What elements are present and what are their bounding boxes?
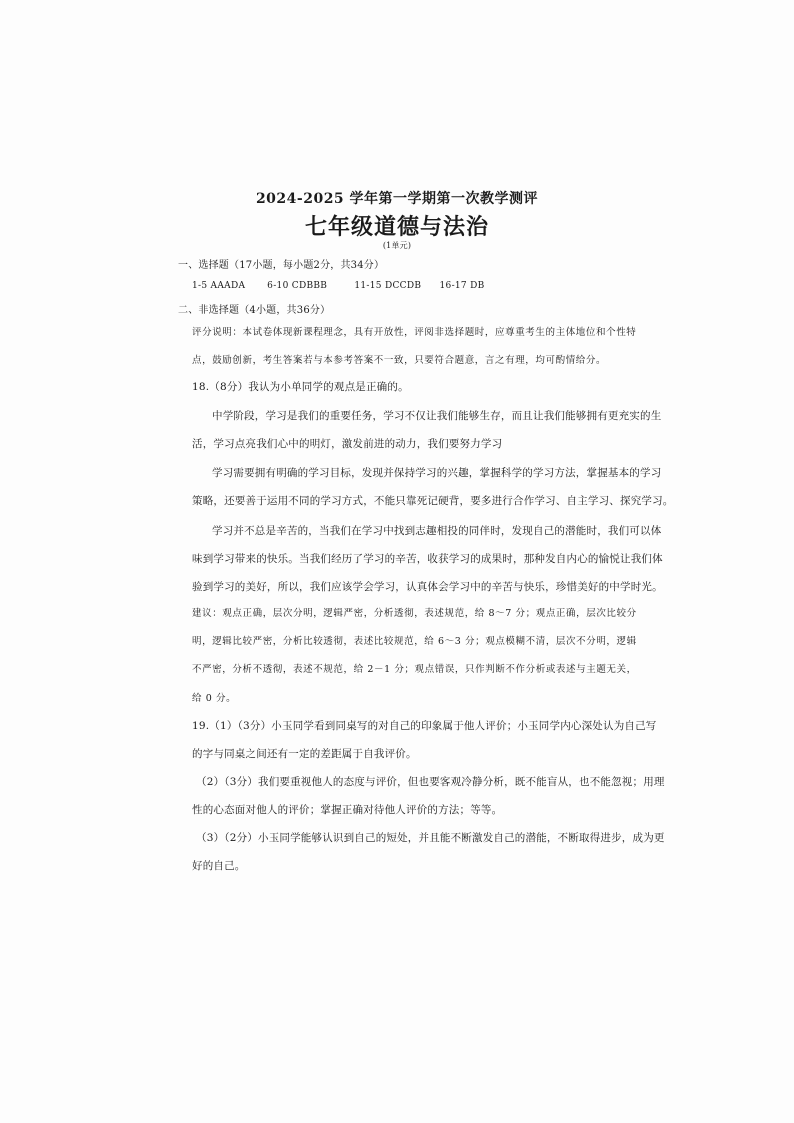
q19-answer: 性的心态面对他人的评价；掌握正确对待他人评价的方法；等等。 [192, 804, 503, 816]
q18-paragraph: 活，学习点亮我们心中的明灯，激发前进的动力，我们要努力学习 [192, 438, 503, 450]
mc-answer-group: 16-17 DB [439, 281, 485, 291]
section2-title: 二、非选择题（4小题，共36分） [178, 305, 331, 316]
q19-answer: （2）（3分）我们要重视他人的态度与评价，但也要客观冷静分析，既不能盲从，也不能忽视；用理 [196, 776, 665, 788]
mc-answers-row [192, 279, 485, 293]
q18-scoring: 明，逻辑比较严密，分析比较透彻，表述比较规范，给 6～3 分；观点模糊不清，层次不分明，逻辑 [192, 636, 637, 647]
q18-paragraph: 验到学习的美好，所以，我们应该学会学习，认真体会学习中的辛苦与快乐，珍惜美好的中学时光。 [192, 581, 663, 593]
q18-paragraph: 学习并不总是辛苦的，当我们在学习中找到志趣相投的同伴时，发现自己的潜能时，我们可以体 [212, 525, 662, 537]
q18-scoring: 不严密，分析不透彻，表述不规范，给 2－1 分；观点错误，只作判断不作分析或表述与主题无关， [192, 664, 637, 675]
scoring-note: 评分说明：本试卷体现新课程理念，具有开放性，评阅非选择题时，应尊重考生的主体地位和个性特 [192, 327, 637, 338]
section1-title: 一、选择题（17小题，每小题2分，共34分） [178, 260, 385, 271]
q18-scoring: 给 0 分。 [192, 693, 237, 704]
q19-answer: 19.（1）（3分）小玉同学看到同桌写的对自己的印象属于他人评价；小玉同学内心深处认为自己写 [192, 720, 657, 732]
exam-subject-title: 七年级道德与法治 [304, 214, 489, 240]
exam-term-title: 2024-2025 学年第一学期第一次教学测评 [255, 191, 539, 207]
mc-answer-group: 11-15 DCCDB [354, 281, 422, 291]
scoring-note: 点，鼓励创新，考生答案若与本参考答案不一致，只要符合题意，言之有理，均可酌情给分。 [192, 355, 607, 366]
mc-answer-group: 6-10 CDBBB [267, 281, 328, 291]
q18-paragraph: 中学阶段，学习是我们的重要任务，学习不仅让我们能够生存，而且让我们能够拥有更充实的生 [212, 410, 662, 422]
q18-intro: 18.（8分）我认为小单同学的观点是正确的。 [192, 381, 409, 393]
q18-scoring: 建议：观点正确，层次分明，逻辑严密，分析透彻，表述规范，给 8～7 分；观点正确，层次比较分 [192, 608, 637, 619]
q19-answer: （3）（2分）小玉同学能够认识到自己的短处，并且能不断激发自己的潜能，不断取得进步，成为更 [196, 832, 665, 844]
q19-answer: 好的自己。 [192, 860, 246, 872]
q19-answer: 的字与同桌之间还有一定的差距属于自我评价。 [192, 748, 417, 760]
q18-paragraph: 学习需要拥有明确的学习目标，发现并保持学习的兴趣，掌握科学的学习方法，掌握基本的学习 [212, 467, 662, 479]
exam-unit-label: (1单元) [382, 241, 412, 250]
mc-answer-group: 1-5 AAADA [192, 281, 246, 291]
q18-paragraph: 味到学习带来的快乐。当我们经历了学习的辛苦，收获学习的成果时，那种发自内心的愉悦让我们体 [192, 553, 663, 565]
q18-paragraph: 策略，还要善于运用不同的学习方式，不能只靠死记硬背，要多进行合作学习、自主学习、探究学习。 [192, 495, 674, 507]
